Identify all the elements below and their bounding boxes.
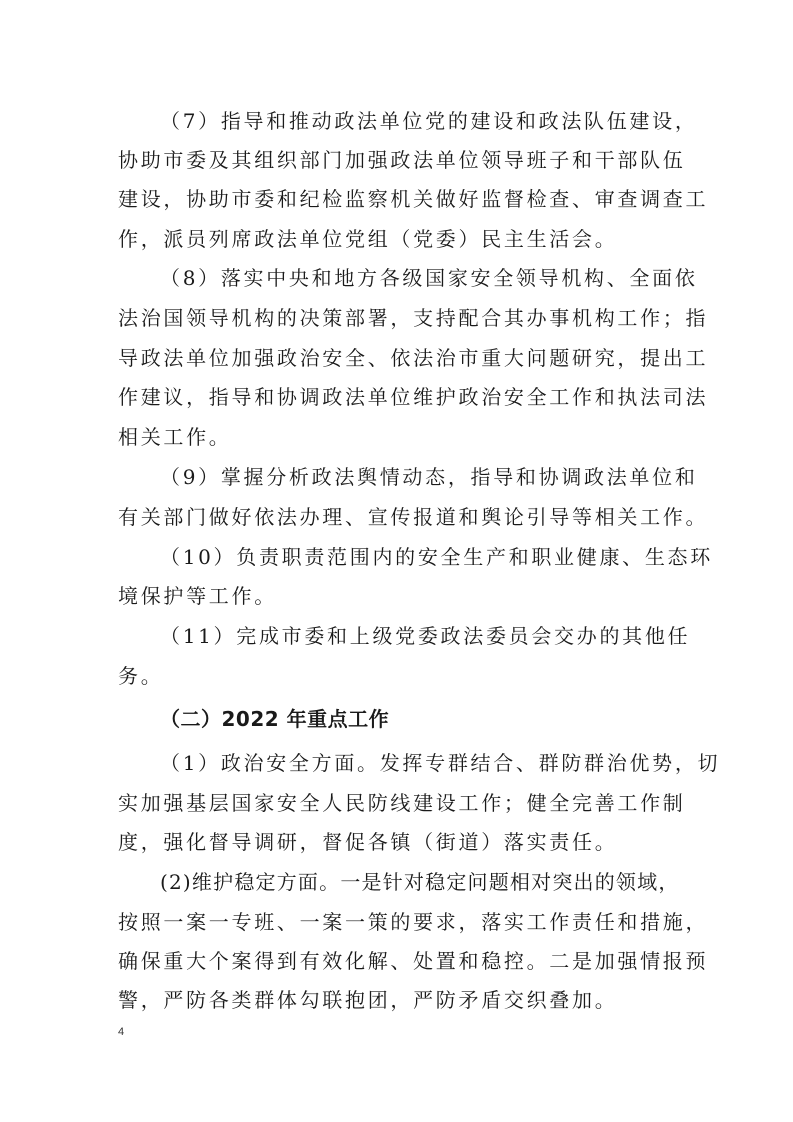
text-line: 导政法单位加强政治安全、依法治市重大问题研究，提出工: [118, 346, 709, 370]
page-number: 4: [118, 1026, 125, 1038]
text-line: （9）掌握分析政法舆情动态，指导和协调政法单位和: [160, 465, 698, 489]
text-line: 作，派员列席政法单位党组（党委）民主生活会。: [118, 227, 618, 251]
text-line: 相关工作。: [118, 425, 232, 449]
text-line: 有关部门做好依法办理、宣传报道和舆论引导等相关工作。: [118, 505, 709, 529]
text-line: 警，严防各类群体勾联抱团，严防矛盾交织叠加。: [118, 988, 618, 1012]
text-line: 按照一案一专班、一案一策的要求，落实工作责任和措施，: [118, 910, 709, 934]
text-line: 作建议，指导和协调政法单位维护政治安全工作和执法司法: [118, 385, 709, 409]
text-line: （7）指导和推动政法单位党的建设和政法队伍建设，: [160, 109, 698, 133]
text-line: （11）完成市委和上级党委政法委员会交办的其他任: [160, 624, 691, 648]
text-line: 法治国领导机构的决策部署，支持配合其办事机构工作；指: [118, 306, 709, 330]
section-heading: （二）2022 年重点工作: [160, 707, 390, 731]
text-line: 确保重大个案得到有效化解、处置和稳控。二是加强情报预: [118, 949, 709, 973]
text-line: 实加强基层国家安全人民防线建设工作；健全完善工作制: [118, 791, 686, 815]
text-line: （10）负责职责范围内的安全生产和职业健康、生态环: [160, 545, 713, 569]
text-line: 务。: [118, 664, 164, 688]
text-line: 建设，协助市委和纪检监察机关做好监督检查、审查调查工: [118, 187, 709, 211]
text-line: 境保护等工作。: [118, 584, 277, 608]
text-line: (2)维护稳定方面。一是针对稳定问题相对突出的领域，: [160, 870, 680, 894]
text-line: （1）政治安全方面。发挥专群结合、群防群治优势，切: [160, 751, 721, 775]
text-line: （8）落实中央和地方各级国家安全领导机构、全面依: [160, 266, 698, 290]
text-line: 度，强化督导调研，督促各镇（街道）落实责任。: [118, 830, 618, 854]
text-line: 协助市委及其组织部门加强政法单位领导班子和干部队伍: [118, 148, 686, 172]
